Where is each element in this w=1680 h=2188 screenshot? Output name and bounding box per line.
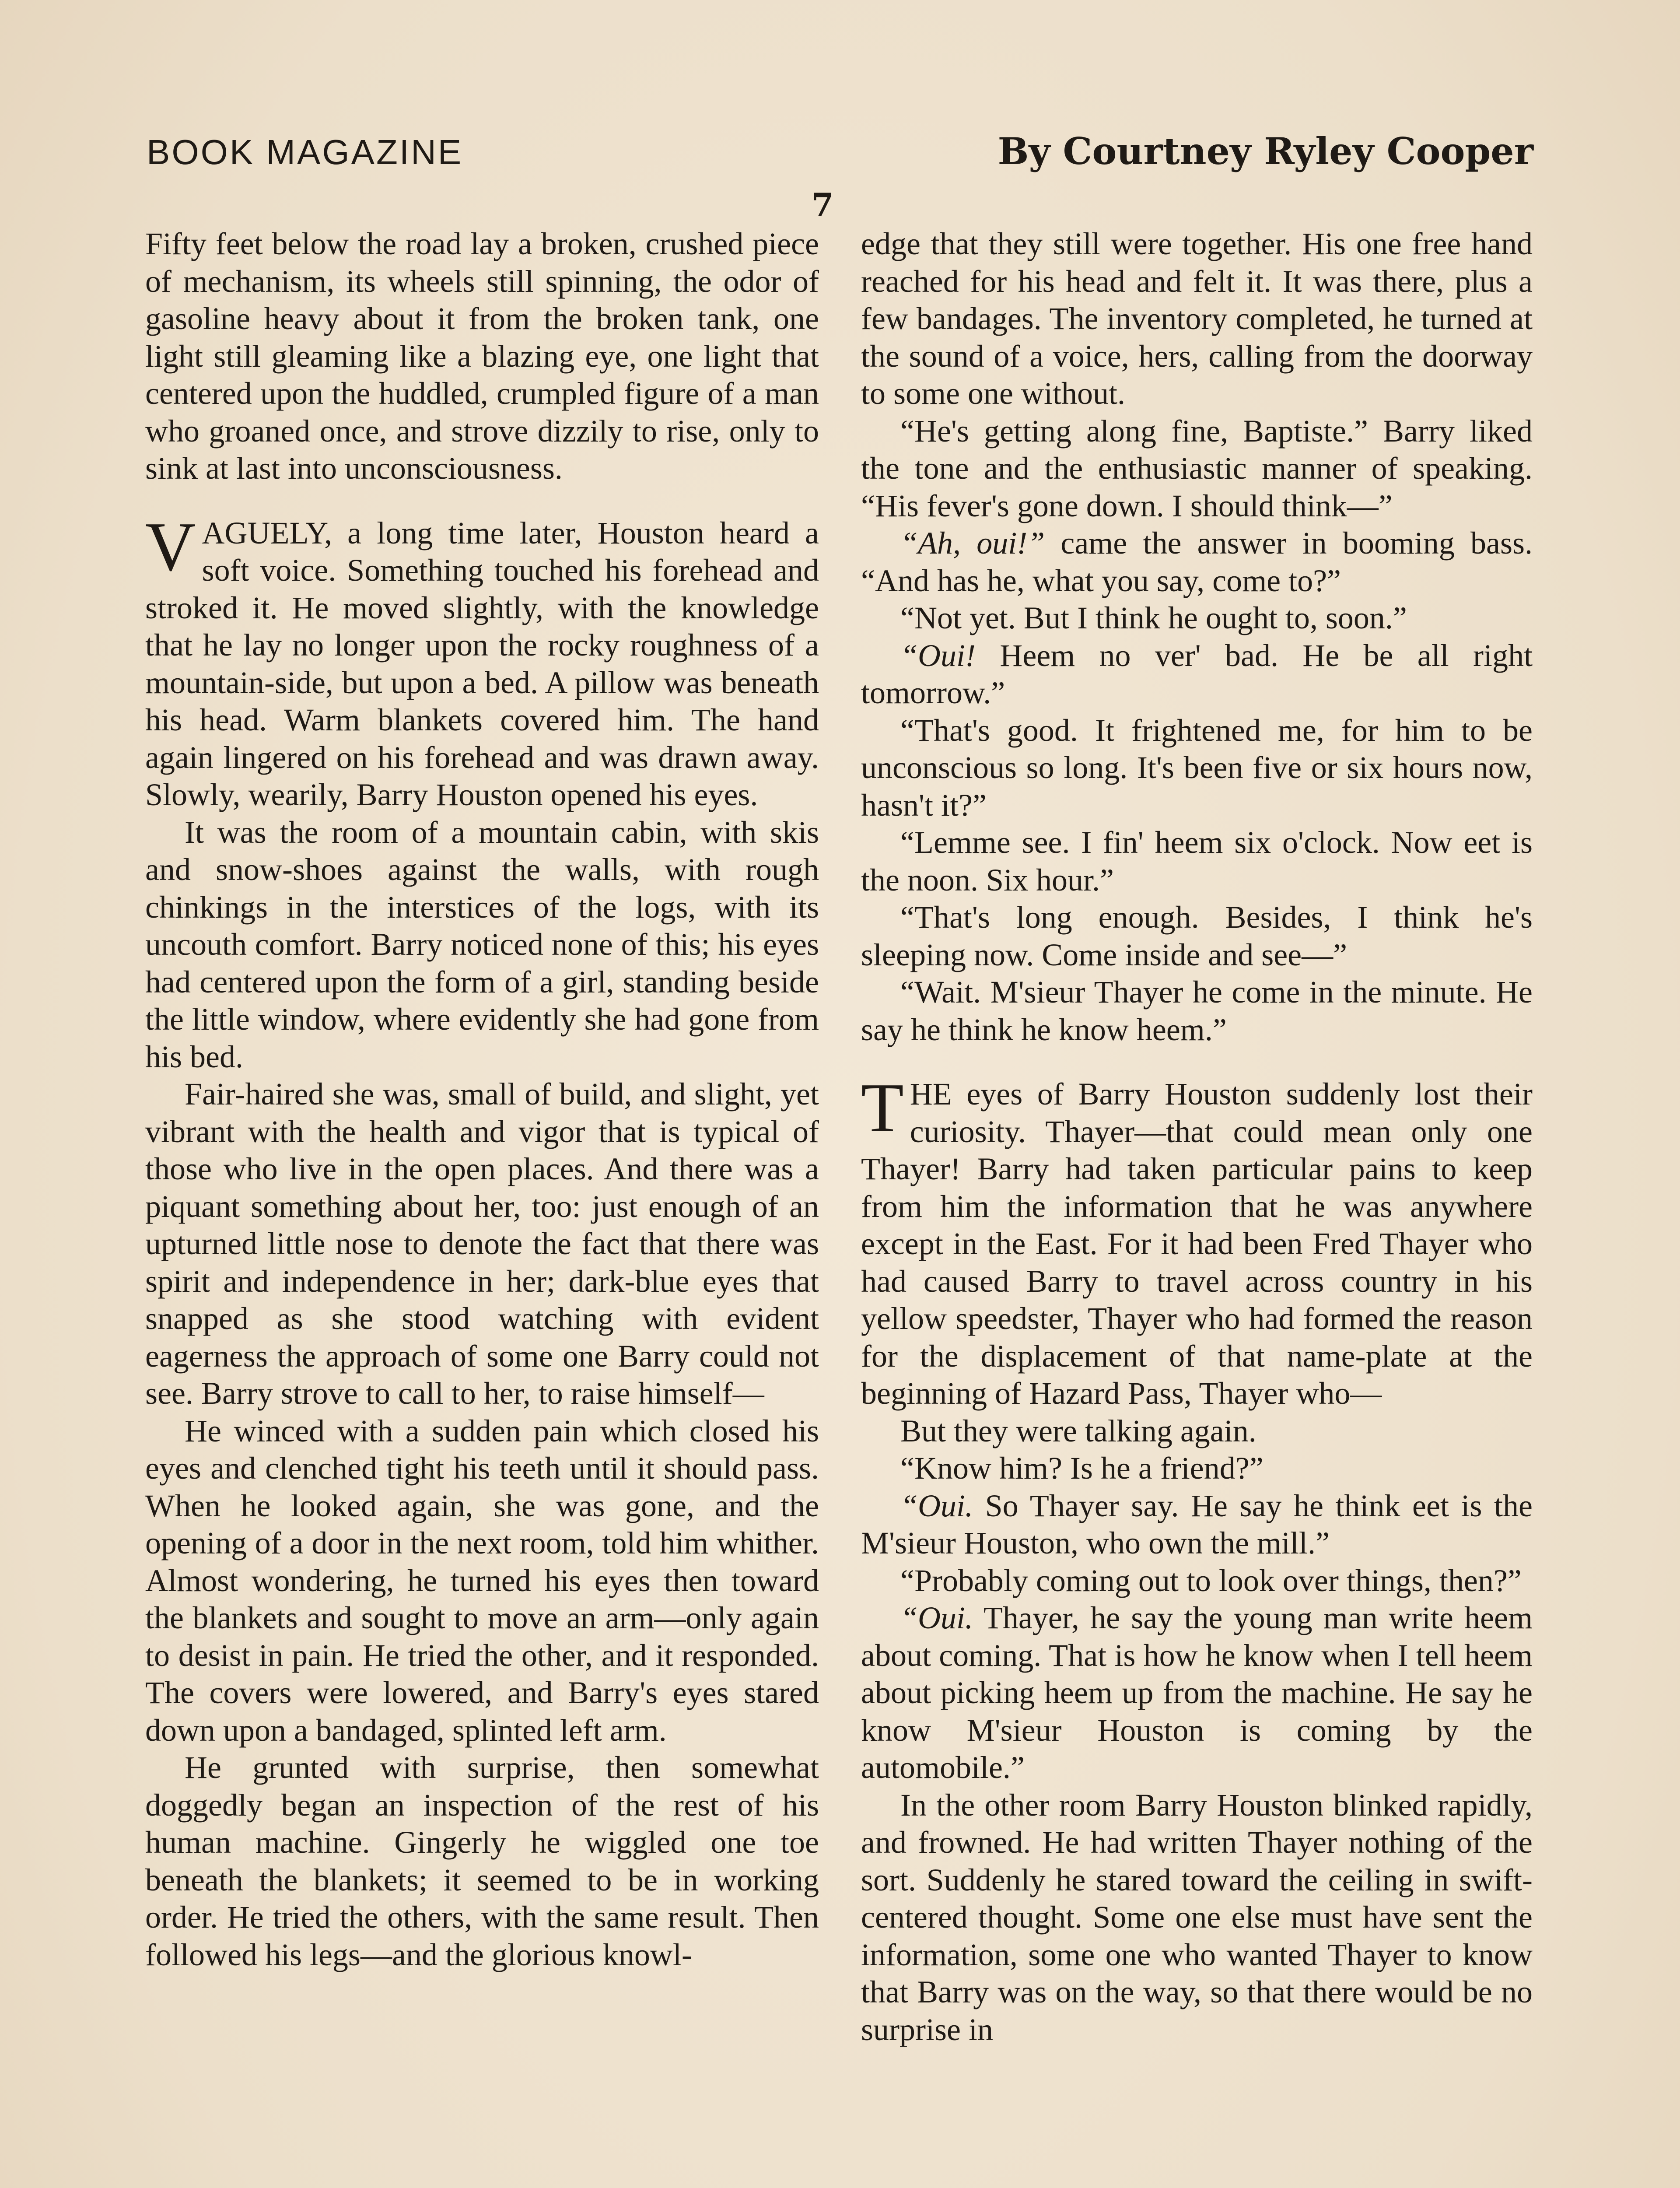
paragraph: “That's good. It frightened me, for him to be unconscious so long. It's been five or six hours now, hasn't it?” — [861, 712, 1533, 823]
paragraph-text: So Thayer say. He say he think eet is the M'sieur Houston, who own the mill.” — [861, 1488, 1533, 1560]
paragraph: “Not yet. But I think he ought to, soon.” — [900, 600, 1407, 635]
italic-text: “Oui! — [900, 638, 976, 673]
right-column — [861, 225, 1533, 2048]
left-column — [145, 225, 819, 1974]
paragraph: But they were talking again. — [900, 1413, 1256, 1448]
magazine-title: BOOK MAGAZINE — [147, 133, 463, 172]
paragraph-text: Heem no ver' bad. He be all right tomorrow.” — [861, 638, 1533, 710]
paragraph-text: AGUELY, a long time later, Houston heard a soft voice. Something touched his forehead and stroked it. He moved slightly, with the knowledge that he lay no longer upon the rocky roughness of a mountain-side, but upon a bed. A pillow was beneath his head. Warm blankets covered him. The hand again lingered on his forehead and was drawn away. Slowly, wearily, Barry Houston opened his eyes. — [145, 515, 819, 812]
paragraph: “Know him? Is he a friend?” — [900, 1451, 1264, 1486]
paragraph — [861, 1487, 1533, 1562]
paragraph — [861, 637, 1533, 712]
paragraph: In the other room Barry Houston blinked rapidly, and frowned. He had written Thayer nothing of the sort. Suddenly he stared toward the ceiling in swift-centered thought. Some one else must have sent the information, some one who wanted Thayer to know that Barry was on the way, so that there would be no surprise in — [861, 1787, 1533, 2047]
paragraph: “Wait. M'sieur Thayer he come in the minute. He say he think he know heem.” — [861, 975, 1533, 1047]
paragraph-text: HE eyes of Barry Houston suddenly lost their curiosity. Thayer—that could mean only one Thayer! Barry had taken particular pains to keep from him the information that he was anywhere except in the East. For it had been Fred Thayer who had caused Barry to travel across country in his yellow speedster, Thayer who had formed the reason for the displacement of that name-plate at the beginning of Hazard Pass, Thayer who— — [861, 1076, 1533, 1411]
italic-text: “Ah, oui!” — [900, 526, 1045, 561]
italic-text: “Oui. — [900, 1600, 973, 1635]
dropcap: V — [145, 507, 196, 586]
paragraph: “That's long enough. Besides, I think he's sleeping now. Come inside and see—” — [861, 900, 1533, 972]
paragraph-text: Thayer, he say the young man write heem about coming. That is how he know when I tell heem about picking heem up from the machine. He say he know M'sieur Houston is coming by the automobile.” — [861, 1600, 1533, 1785]
paragraph: It was the room of a mountain cabin, with skis and snow-shoes against the walls, with rough chinkings in the interstices of the logs, with its uncouth comfort. Barry noticed none of this; his eyes had centered upon the form of a girl, standing beside the little window, where evidently she had gone from his bed. — [145, 814, 819, 1074]
paragraph-with-dropcap — [145, 507, 819, 814]
paragraph: “He's getting along fine, Baptiste.” Barry liked the tone and the enthusiastic manner of speaking. “His fever's gone down. I should think—” — [861, 413, 1533, 523]
paragraph — [861, 1599, 1533, 1787]
page-number: 7 — [812, 186, 834, 223]
paragraph: “Lemme see. I fin' heem six o'clock. Now eet is the noon. Six hour.” — [861, 825, 1533, 898]
paragraph: Fifty feet below the road lay a broken, crushed piece of mechanism, its wheels still spinning, the odor of gasoline heavy about it from the broken tank, one light still gleaming like a blazing eye, one light that centered upon the huddled, crumpled figure of a man who groaned once, and strove dizzily to rise, only to sink at last into unconsciousness. — [145, 226, 819, 486]
paragraph: “Probably coming out to look over things, then?” — [900, 1563, 1522, 1598]
author-byline: By Courtney Ryley Cooper — [998, 130, 1533, 173]
dropcap: T — [861, 1069, 904, 1147]
paragraph: Fair-haired she was, small of build, and slight, yet vibrant with the health and vigor that is typical of those who live in the open places. And there was a piquant something about her, too: just enough of an upturned little nose to denote the fact that there was spirit and independence in her; dark-blue eyes that snapped as she stood watching with evident eagerness the approach of some one Barry could not see. Barry strove to call to her, to raise himself— — [145, 1076, 819, 1411]
italic-text: “Oui. — [900, 1488, 973, 1523]
paragraph: edge that they still were together. His one free hand reached for his head and felt it. It was there, plus a few bandages. The inventory completed, he turned at the sound of a voice, hers, calling from the doorway to some one without. — [861, 226, 1533, 411]
paragraph: He winced with a sudden pain which closed his eyes and clenched tight his teeth until it should pass. When he looked again, she was gone, and the opening of a door in the next room, told him whither. Almost wondering, he turned his eyes then toward the blankets and sought to move an arm—only again to desist in pain. He tried the other, and it responded. The covers were lowered, and Barry's eyes stared down upon a bandaged, splinted left arm. — [145, 1413, 819, 1748]
paragraph-with-dropcap — [861, 1069, 1533, 1413]
paragraph: He grunted with surprise, then somewhat doggedly began an inspection of the rest of his human machine. Gingerly he wiggled one toe beneath the blankets; it seemed to be in working order. He tried the others, with the same result. Then followed his legs—and the glorious knowl- — [145, 1750, 819, 1972]
paragraph-text: came the answer in booming bass. “And has he, what you say, come to?” — [861, 526, 1533, 598]
paragraph — [861, 525, 1533, 600]
